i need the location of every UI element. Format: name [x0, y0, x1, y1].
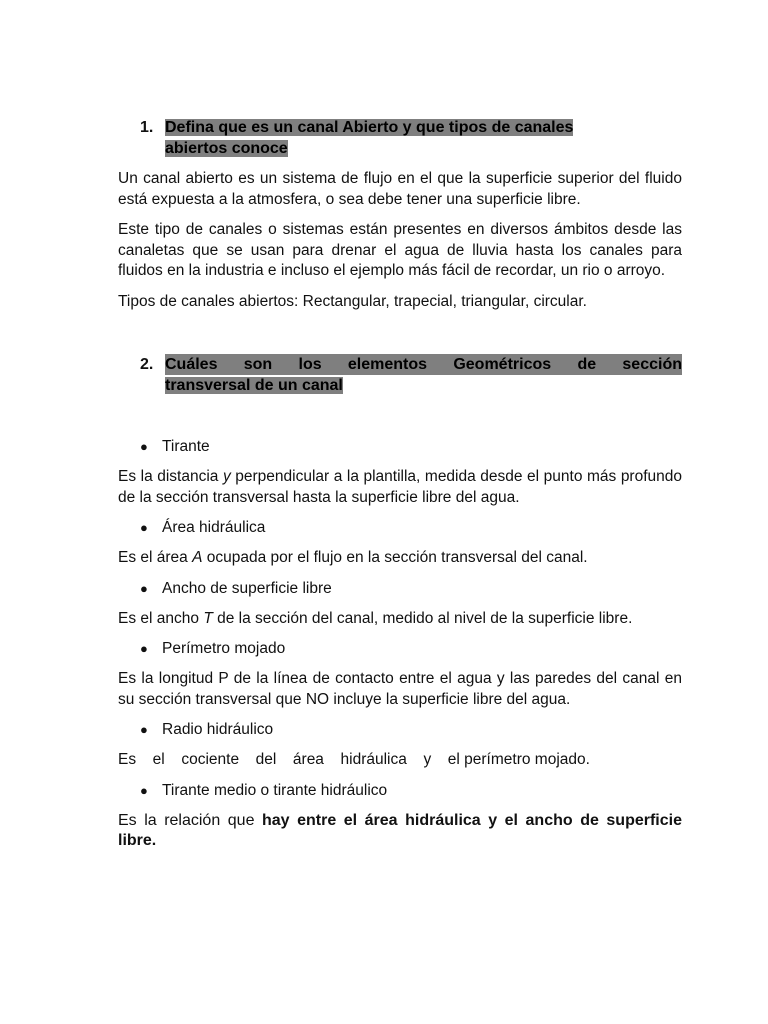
- item-description: Es la distancia y perpendicular a la plantilla, medida desde el punto más profundo de la sección transversal hasta la superficie libre del agua.: [118, 468, 683, 506]
- question-2-number: 2.: [140, 356, 154, 373]
- bullet-icon: ●: [140, 782, 148, 798]
- list-item: [118, 579, 682, 599]
- list-item: [118, 720, 682, 740]
- item-description: Es la relación que hay entre el área hidráulica y el ancho de superficie libre.: [118, 811, 682, 849]
- bullet-icon: ●: [140, 439, 148, 454]
- list-item: [118, 437, 682, 457]
- question-1-heading: [118, 117, 682, 159]
- list-item-label: Radio hidráulico: [162, 721, 274, 738]
- q1-paragraph-examples: Este tipo de canales o sistemas están presentes en diversos ámbitos desde las canaletas que se usan para drenar el agua de lluvia hasta los canales para fluidos en la industria e incluso el ejemplo más fácil de recordar, un rio o arroyo.: [118, 221, 682, 279]
- item-description: Es el ancho T de la sección del canal, medido al nivel de la superficie libre.: [118, 609, 633, 627]
- bullet-icon: ●: [140, 580, 148, 596]
- item-description: Es el cociente del área hidráulica y el perímetro mojado.: [118, 751, 590, 768]
- question-2-heading: [118, 354, 682, 396]
- q1-paragraph-definition: Un canal abierto es un sistema de flujo en el que la superficie superior del fluido está expuesta a la atmosfera, o sea debe tener una superficie libre.: [118, 170, 682, 208]
- list-item: [118, 639, 682, 659]
- list-item-label: Perímetro mojado: [162, 640, 286, 657]
- bullet-icon: ●: [140, 641, 148, 656]
- list-item-label: Tirante: [162, 438, 210, 455]
- question-1-title-line2: abiertos conoce: [165, 140, 288, 157]
- question-1-title-line1: Defina que es un canal Abierto y que tipos de canales: [165, 119, 574, 136]
- document-content: [118, 117, 682, 852]
- question-1-number: 1.: [140, 119, 154, 136]
- bullet-icon: ●: [140, 722, 148, 737]
- q1-paragraph-types: Tipos de canales abiertos: Rectangular, trapecial, triangular, circular.: [118, 292, 587, 310]
- list-item: [118, 518, 682, 538]
- question-2-title-line1: Cuáles son los elementos Geométricos de sección: [165, 356, 682, 373]
- item-description: Es la longitud P de la línea de contacto entre el agua y las paredes del canal en su sección transversal que NO incluye la superficie libre del agua.: [118, 670, 682, 708]
- list-item: [118, 781, 682, 801]
- list-item-label: Tirante medio o tirante hidráulico: [162, 781, 388, 799]
- bullet-icon: ●: [140, 520, 148, 535]
- list-item-label: Ancho de superficie libre: [162, 579, 332, 597]
- item-description: Es el área A ocupada por el flujo en la sección transversal del canal.: [118, 549, 588, 566]
- list-item-label: Área hidráulica: [162, 519, 266, 536]
- question-2-title-line2: transversal de un canal: [165, 377, 343, 394]
